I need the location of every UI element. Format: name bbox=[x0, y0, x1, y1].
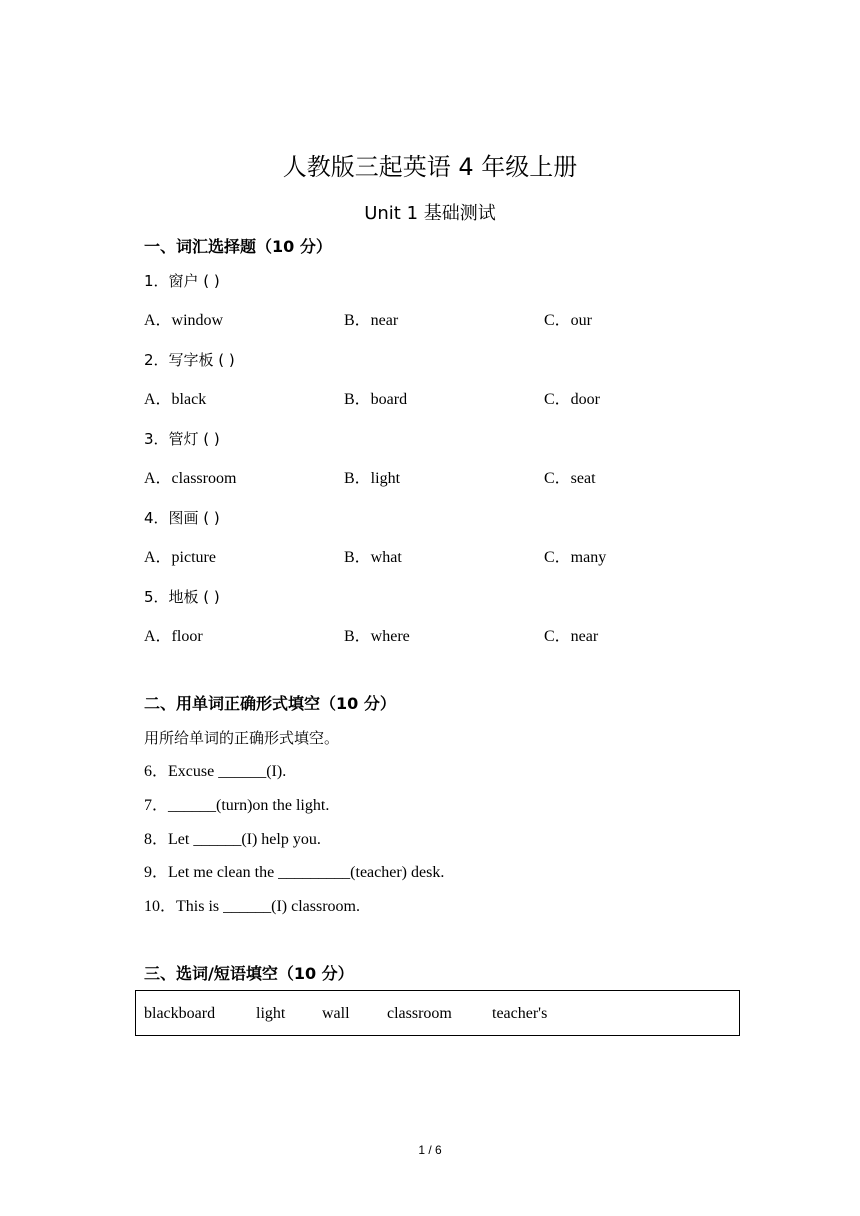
question-stem: 2．写字板 ( ) bbox=[144, 351, 235, 369]
option-b: B．what bbox=[344, 549, 402, 566]
option-a: A．classroom bbox=[144, 470, 237, 487]
fill-item-6: 6．Excuse ______(I). bbox=[144, 763, 287, 780]
fill-item-7: 7．______(turn)on the light. bbox=[144, 797, 330, 814]
word-bank-item: wall bbox=[322, 1005, 350, 1022]
option-c: C．seat bbox=[544, 470, 596, 487]
word-bank-box bbox=[135, 990, 740, 1036]
fill-item-10: 10．This is ______(I) classroom. bbox=[144, 898, 360, 915]
section1-heading: 一、词汇选择题（10 分） bbox=[144, 237, 332, 256]
document-subtitle: Unit 1 基础测试 bbox=[364, 203, 496, 224]
word-bank-item: teacher's bbox=[492, 1005, 548, 1022]
option-a: A．black bbox=[144, 391, 207, 408]
word-bank-item: classroom bbox=[387, 1005, 452, 1022]
option-a: A．window bbox=[144, 312, 224, 329]
option-c: C．near bbox=[544, 628, 599, 645]
option-b: B．near bbox=[344, 312, 399, 329]
option-c: C．our bbox=[544, 312, 593, 329]
word-bank-item: blackboard bbox=[144, 1005, 216, 1022]
option-b: B．where bbox=[344, 628, 410, 645]
option-a: A．picture bbox=[144, 549, 216, 566]
section2-heading: 二、用单词正确形式填空（10 分） bbox=[144, 694, 396, 713]
question-stem: 1．窗户 ( ) bbox=[144, 272, 220, 290]
option-c: C．many bbox=[544, 549, 607, 566]
option-b: B．board bbox=[344, 391, 408, 408]
document-title: 人教版三起英语 4 年级上册 bbox=[282, 153, 578, 181]
option-c: C．door bbox=[544, 391, 601, 408]
section3-heading: 三、选词/短语填空（10 分） bbox=[144, 964, 354, 983]
option-b: B．light bbox=[344, 470, 401, 487]
question-stem: 4．图画 ( ) bbox=[144, 509, 220, 527]
option-a: A．floor bbox=[144, 628, 203, 645]
fill-item-9: 9．Let me clean the _________(teacher) desk. bbox=[144, 864, 445, 881]
page-number: 1 / 6 bbox=[418, 1143, 442, 1157]
word-bank-item: light bbox=[256, 1005, 286, 1022]
question-stem: 3．管灯 ( ) bbox=[144, 430, 220, 448]
section2-instruction: 用所给单词的正确形式填空。 bbox=[144, 729, 340, 747]
question-stem: 5．地板 ( ) bbox=[144, 588, 220, 606]
fill-item-8: 8．Let ______(I) help you. bbox=[144, 831, 321, 848]
